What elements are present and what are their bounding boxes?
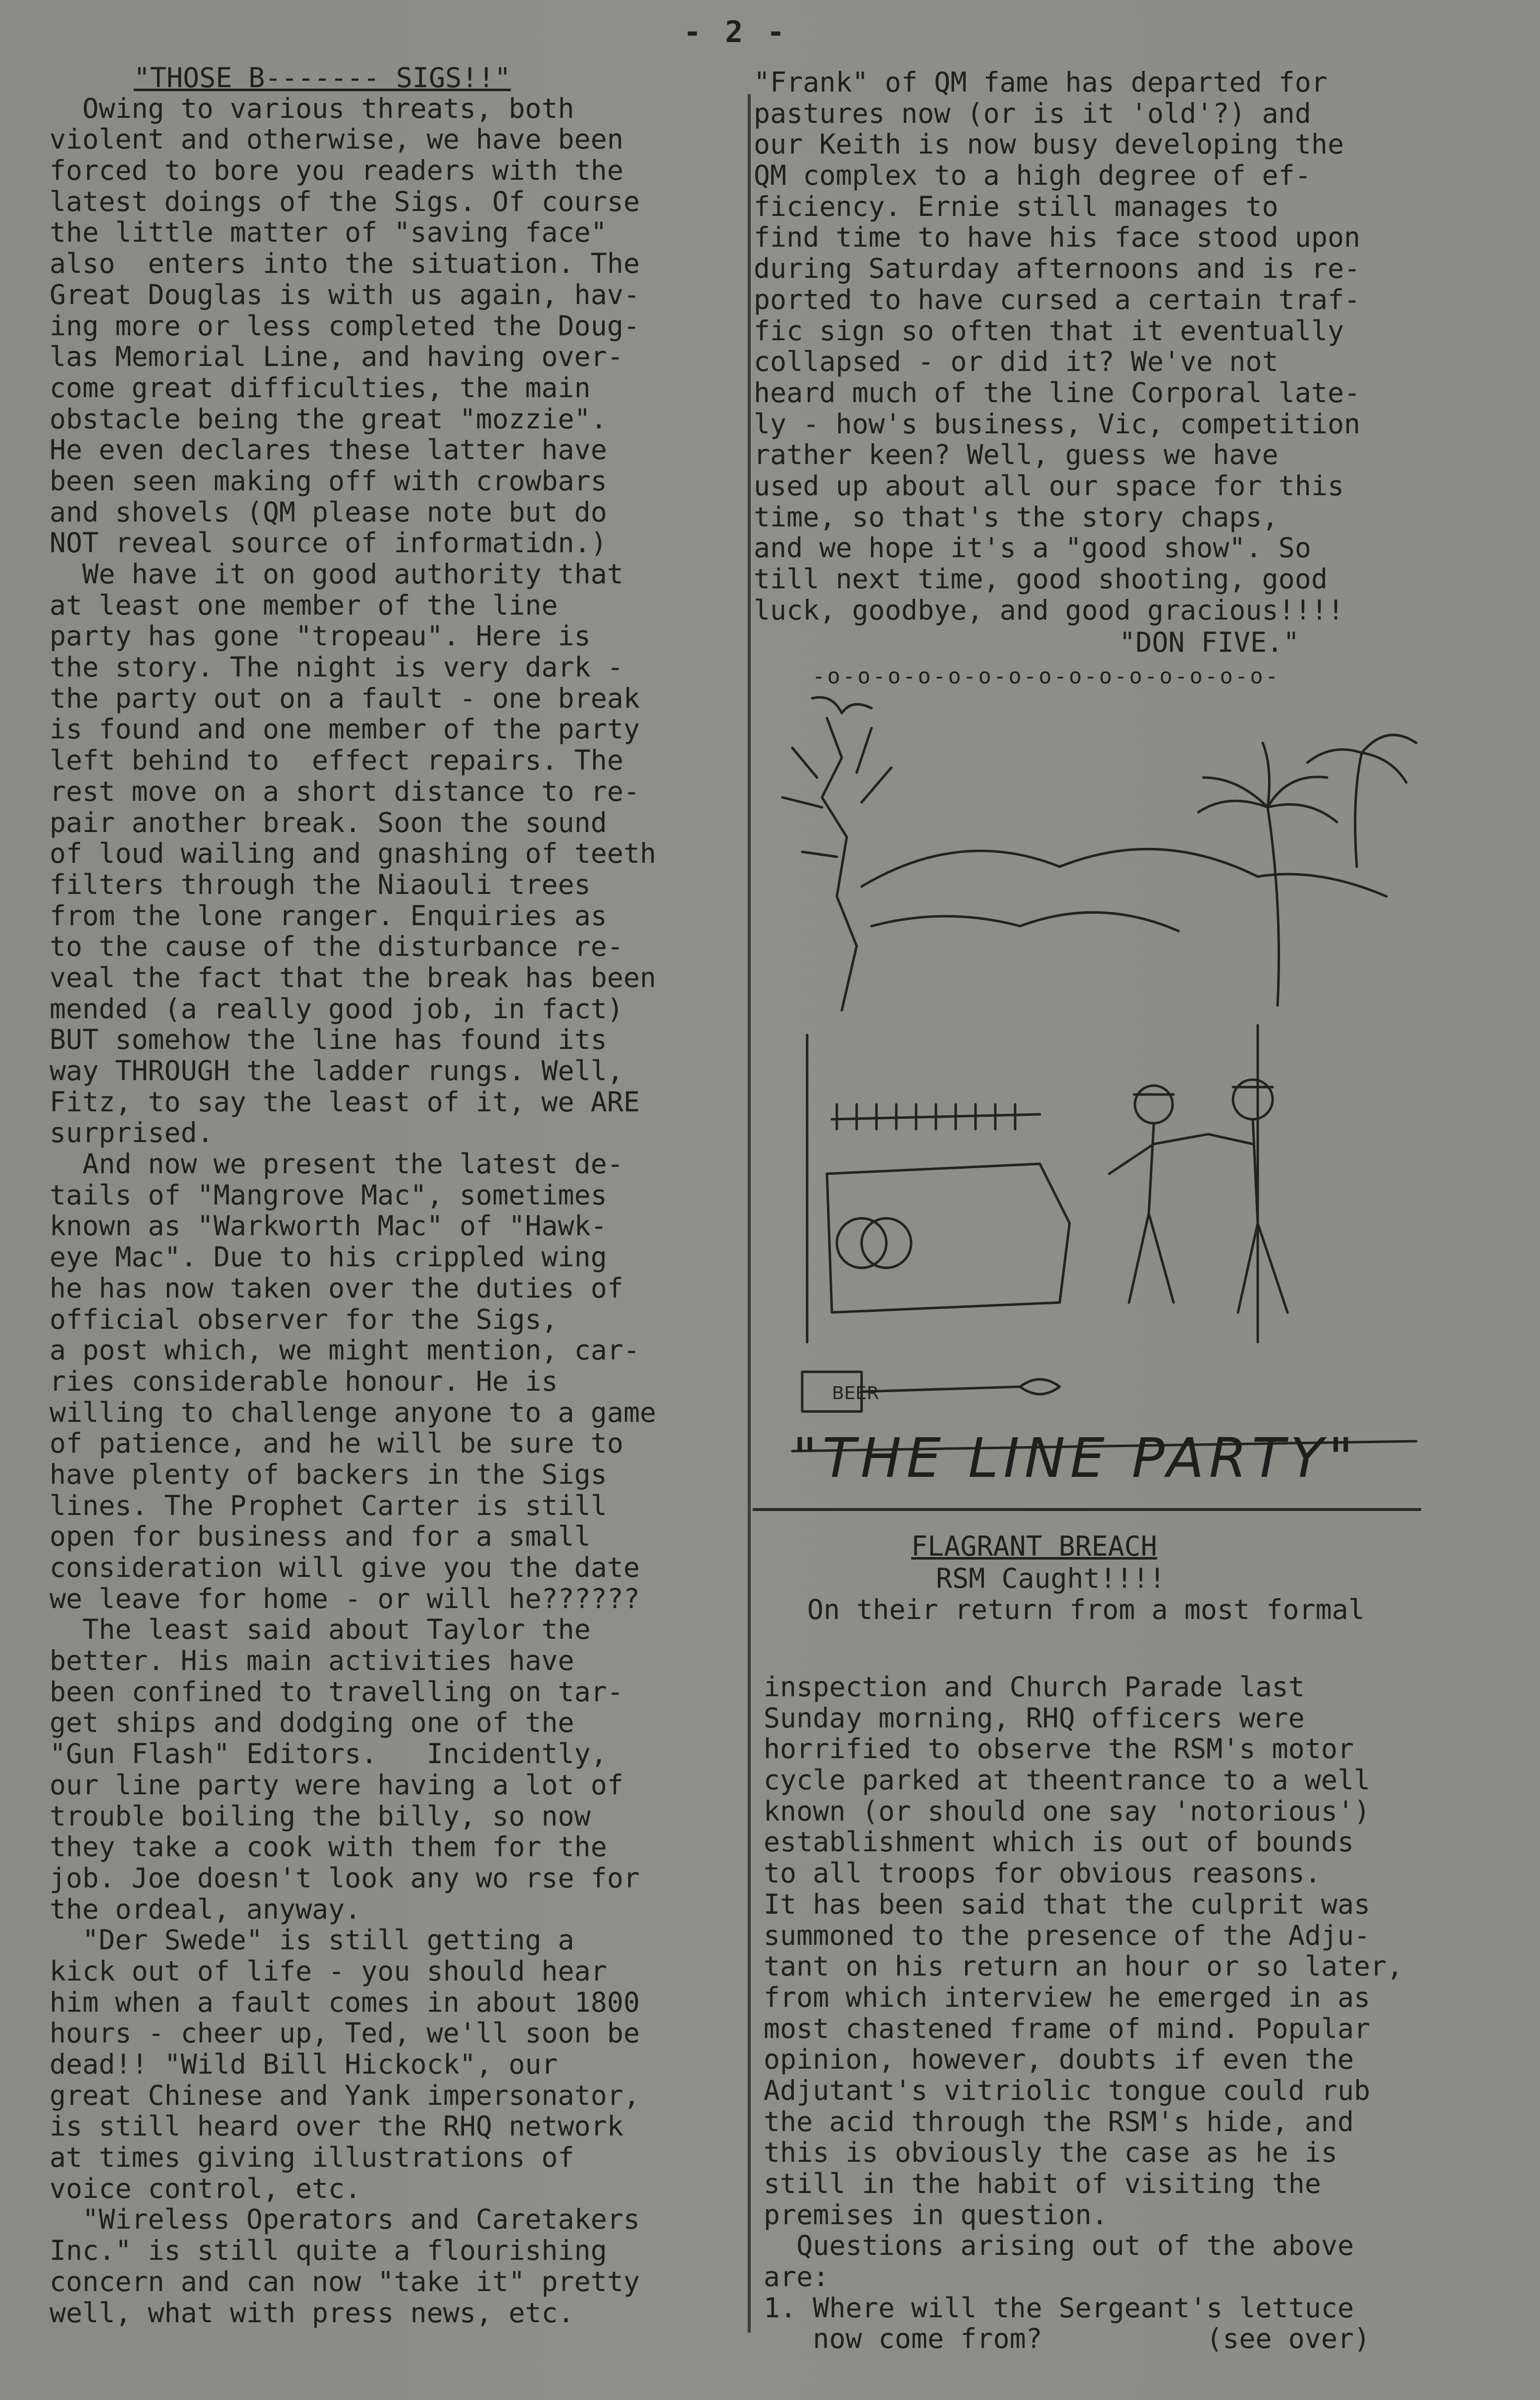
text-line: veal the fact that the break has been — [50, 961, 657, 993]
text-line: way THROUGH the ladder rungs. Well, — [50, 1055, 623, 1087]
text-line: till next time, good shooting, good — [754, 563, 1328, 595]
text-line: obstacle being the great "mozzie". — [50, 403, 607, 435]
text-line: still in the habit of visiting the — [764, 2168, 1321, 2199]
separator-line: -o-o-o-o-o-o-o-o-o-o-o-o-o-o-o- — [812, 664, 1281, 689]
text-line: our line party were having a lot of — [50, 1769, 623, 1801]
text-line: establishment which is out of bounds — [764, 1826, 1354, 1858]
text-line: tant on his return an hour or so later, — [764, 1950, 1403, 1983]
text-line: pastures now (or is it 'old'?) and — [754, 97, 1311, 129]
beer-sign-text: BEER — [832, 1383, 879, 1404]
text-line: opinion, however, doubts if even the — [764, 2043, 1354, 2076]
text-line: to the cause of the disturbance re- — [50, 931, 623, 963]
text-line: BUT somehow the line has found its — [50, 1024, 607, 1056]
text-line: used up about all our space for this — [754, 470, 1344, 502]
text-line: cycle parked at theentrance to a well — [764, 1764, 1371, 1796]
text-line: have plenty of backers in the Sigs — [50, 1458, 607, 1490]
text-line: trouble boiling the billy, so now — [50, 1800, 591, 1832]
text-line: the ordeal, anyway. — [50, 1893, 361, 1925]
column-divider — [748, 94, 751, 2333]
text-line: filters through the Niaouli trees — [50, 868, 591, 900]
text-line: horrified to observe the RSM's motor — [764, 1733, 1354, 1765]
left-column-text — [50, 62, 656, 2328]
text-line: latest doings of the Sigs. Of course — [50, 185, 640, 217]
text-line: Questions arising out of the above — [764, 2230, 1354, 2262]
article-title-flagrant-breach: FLAGRANT BREACH — [911, 1530, 1157, 1562]
text-line: ries considerable honour. He is — [50, 1365, 558, 1397]
text-line: open for business and for a small — [50, 1520, 591, 1553]
text-line: most chastened frame of mind. Popular — [764, 2012, 1371, 2044]
text-line: come great difficulties, the main — [50, 371, 591, 404]
text-line: ficiency. Ernie still manages to — [754, 190, 1279, 222]
article-title-sigs: "THOSE B------- SIGS!!" — [134, 62, 511, 94]
text-line: eye Mac". Due to his crippled wing — [50, 1241, 607, 1273]
text-line: time, so that's the story chaps, — [754, 501, 1279, 533]
text-line: and we hope it's a "good show". So — [754, 532, 1311, 564]
text-line: the party out on a fault - one break — [50, 682, 640, 714]
text-line: forced to bore you readers with the — [50, 155, 623, 187]
author-signature: "DON FIVE." — [1119, 626, 1300, 658]
text-line: And now we present the latest de- — [50, 1148, 623, 1180]
text-line: Sunday morning, RHQ officers were — [764, 1702, 1305, 1734]
text-line: kick out of life - you should hear — [50, 1955, 607, 1987]
text-line: fic sign so often that it eventually — [754, 314, 1344, 347]
text-line: Fitz, to say the least of it, we ARE — [50, 1086, 640, 1118]
text-line: surprised. — [50, 1117, 214, 1149]
text-line: We have it on good authority that — [50, 558, 623, 590]
text-line: pair another break. Soon the sound — [50, 806, 607, 838]
line-party-cartoon — [763, 688, 1431, 1481]
text-line: summoned to the presence of the Adju- — [764, 1919, 1371, 1951]
text-line: of patience, and he will be sure to — [50, 1427, 623, 1460]
text-line: get ships and dodging one of the — [50, 1707, 574, 1739]
text-line: It has been said that the culprit was — [764, 1888, 1371, 1920]
text-line: been seen making off with crowbars — [50, 465, 607, 497]
section-divider — [753, 1508, 1421, 1511]
text-line: well, what with press news, etc. — [50, 2296, 574, 2329]
text-line: Adjutant's vitriolic tongue could rub — [764, 2074, 1371, 2106]
text-line: to all troops for obvious reasons. — [764, 1857, 1321, 1889]
text-line: the story. The night is very dark - — [50, 651, 623, 683]
text-line: mended (a really good job, in fact) — [50, 992, 623, 1025]
text-line: violent and otherwise, we have been — [50, 123, 623, 156]
text-line: a post which, we might mention, car- — [50, 1334, 640, 1366]
text-line: consideration will give you the date — [50, 1552, 640, 1583]
text-line: premises in question. — [764, 2198, 1108, 2231]
text-line: left behind to effect repairs. The — [50, 744, 623, 777]
text-line: is still heard over the RHQ network — [50, 2110, 623, 2142]
text-line: also enters into the situation. The — [50, 248, 640, 280]
text-line: lines. The Prophet Carter is still — [50, 1489, 607, 1521]
text-line: rest move on a short distance to re- — [50, 775, 640, 807]
text-line: they take a cook with them for the — [50, 1831, 607, 1863]
text-line: at least one member of the line — [50, 589, 558, 621]
text-line: rather keen? Well, guess we have — [754, 439, 1279, 471]
text-line: from which interview he emerged in as — [764, 1981, 1371, 2013]
text-line: party has gone "tropeau". Here is — [50, 620, 591, 652]
text-line: Inc." is still quite a flourishing — [50, 2235, 607, 2267]
text-line: Owing to various threats, both — [50, 92, 574, 124]
text-line — [50, 62, 656, 93]
cartoon-caption: "THE LINE PARTY" — [792, 1426, 1358, 1490]
text-line: during Saturday afternoons and is re- — [754, 253, 1361, 285]
text-line: hours - cheer up, Ted, we'll soon be — [50, 2017, 640, 2049]
text-line: and shovels (QM please note but do — [50, 496, 607, 528]
text-line: ing more or less completed the Doug- — [50, 310, 640, 342]
text-line: the little matter of "saving face" — [50, 216, 607, 249]
text-line: known (or should one say 'notorious') — [764, 1795, 1371, 1827]
text-line: this is obviously the case as he is — [764, 2137, 1337, 2169]
text-line: dead!! "Wild Bill Hickock", our — [50, 2048, 558, 2080]
text-line: been confined to travelling on tar- — [50, 1675, 623, 1708]
text-line: we leave for home - or will he?????? — [50, 1582, 640, 1615]
text-line: official observer for the Sigs, — [50, 1303, 558, 1335]
article-lead-line: On their return from a most formal — [807, 1594, 1365, 1625]
text-line: job. Joe doesn't look any wo rse for — [50, 1862, 640, 1894]
text-line: ported to have cursed a certain traf- — [754, 283, 1361, 315]
text-line: willing to challenge anyone to a game — [50, 1396, 657, 1428]
right-column-text-top — [754, 67, 1360, 626]
text-line: tails of "Mangrove Mac", sometimes — [50, 1179, 607, 1211]
text-line: 1. Where will the Sergeant's lettuce — [764, 2292, 1354, 2324]
article-subtitle: RSM Caught!!!! — [936, 1563, 1166, 1594]
text-line: at times giving illustrations of — [50, 2141, 574, 2174]
text-line: QM complex to a high degree of ef- — [754, 159, 1311, 192]
text-line: "Gun Flash" Editors. Incidently, — [50, 1738, 607, 1770]
text-line: The least said about Taylor the — [50, 1614, 591, 1646]
text-line: heard much of the line Corporal late- — [754, 376, 1361, 409]
text-line: inspection and Church Parade last — [764, 1671, 1305, 1703]
text-line: He even declares these latter have — [50, 434, 607, 466]
text-line: collapsed - or did it? We've not — [754, 346, 1279, 378]
page-number: - 2 - — [683, 15, 788, 50]
text-line: from the lone ranger. Enquiries as — [50, 899, 607, 932]
text-line: now come from? (see over) — [764, 2323, 1371, 2355]
text-line: known as "Warkworth Mac" of "Hawk- — [50, 1210, 607, 1242]
text-line: the acid through the RSM's hide, and — [764, 2105, 1354, 2138]
text-line: Great Douglas is with us again, hav- — [50, 278, 640, 311]
text-line: of loud wailing and gnashing of teeth — [50, 837, 657, 870]
text-line: are: — [764, 2261, 829, 2293]
text-line: concern and can now "take it" pretty — [50, 2265, 640, 2297]
text-line: "Wireless Operators and Caretakers — [50, 2203, 640, 2236]
text-line: is found and one member of the party — [50, 713, 640, 745]
right-column-text-bottom — [764, 1671, 1403, 2354]
text-line: he has now taken over the duties of — [50, 1272, 623, 1304]
text-line: las Memorial Line, and having over- — [50, 341, 623, 373]
text-line: better. His main activities have — [50, 1645, 574, 1677]
text-line: luck, goodbye, and good gracious!!!! — [754, 594, 1344, 626]
text-line: him when a fault comes in about 1800 — [50, 1986, 640, 2018]
text-line: "Der Swede" is still getting a — [50, 1924, 574, 1956]
text-line: our Keith is now busy developing the — [754, 128, 1344, 160]
text-line: voice control, etc. — [50, 2172, 361, 2204]
text-line: ly - how's business, Vic, competition — [754, 408, 1361, 440]
text-line: find time to have his face stood upon — [754, 221, 1361, 254]
text-line: great Chinese and Yank impersonator, — [50, 2079, 640, 2111]
text-line: "Frank" of QM fame has departed for — [754, 66, 1328, 98]
text-line: NOT reveal source of informatidn.) — [50, 527, 607, 559]
